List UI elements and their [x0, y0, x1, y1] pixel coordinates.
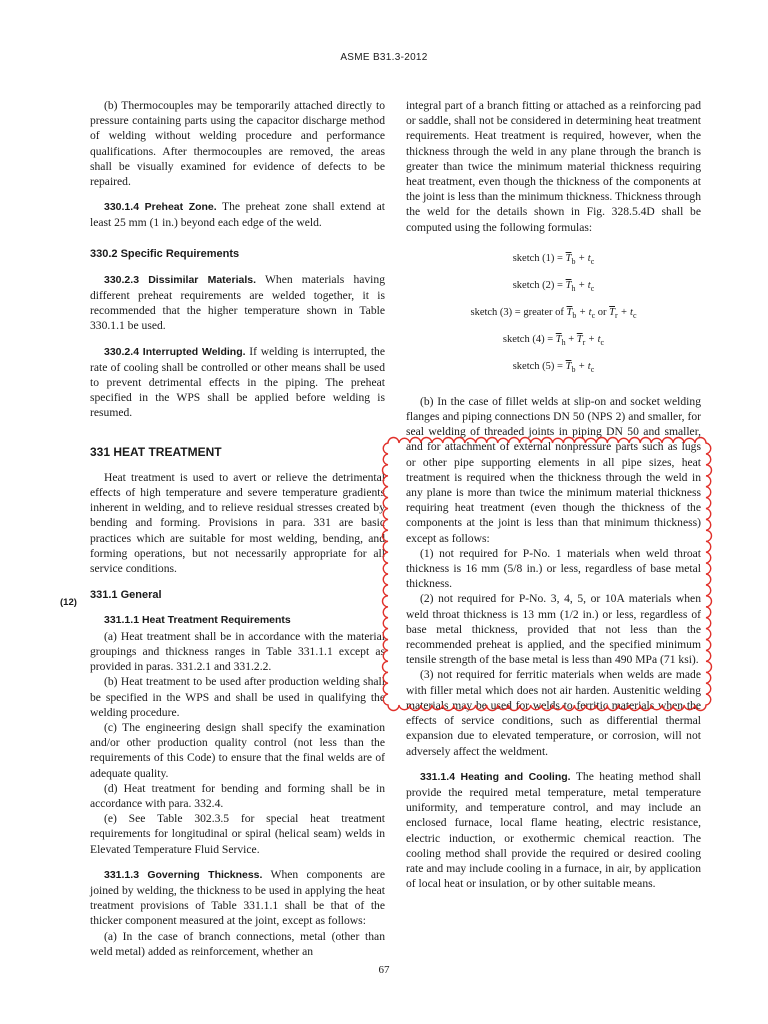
formula-3-sub: b: [572, 310, 577, 320]
formula-1-term: $\overline{T}$: [565, 252, 572, 264]
formula-3-term3: $\overline{T}$: [609, 306, 616, 318]
para-330-1-4: [90, 199, 385, 230]
margin-revision-tag: (12): [60, 597, 77, 608]
formula-1-lhs: sketch (1) =: [512, 252, 566, 264]
formula-2-lhs: sketch (2) =: [512, 279, 566, 291]
formula-2-sub: h: [571, 283, 576, 293]
heading-330-2-3: 330.2.3 Dissimilar Materials.: [104, 273, 257, 286]
para-331-intro: Heat treatment is used to avert or relieve the detrimental effects of high temperature and severe temperature gradients inherent in welding, and to relieve residual stresses created by bending and forming. Provisions in para. 331 are basic practices which are suitable for most welding, bending, and forming operations, but not necessarily appropriate for all service conditions.: [90, 470, 385, 576]
para-331-1-1-e: (e) See Table 302.3.5 for special heat treatment requirements for longitudinal or spiral (helical seam) welds in Elevated Temperature Fluid Service.: [90, 812, 385, 856]
formula-1-term2: + t: [575, 252, 591, 264]
para-331-1-3-b-2: (2) not required for P-No. 3, 4, 5, or 10A materials when weld throat thickness is 13 mm (1/2 in.) or less, regardless of base metal thickness, provided that not less than the recommended preheat is applied, and the specified minimum tensile strength of the base metal is less than 490 MPa (71 ksi).: [406, 592, 701, 667]
para-330-2-3: [90, 272, 385, 334]
formula-3-term4: + t: [617, 306, 633, 318]
heading-331: 331 HEAT TREATMENT: [90, 444, 222, 459]
formula-sketch-1: [406, 249, 701, 276]
formula-4-term: $\overline{T}$: [555, 333, 562, 345]
para-331-1-3: [90, 867, 385, 929]
formula-5-sub: b: [571, 364, 576, 374]
heading-331-1: 331.1 General: [90, 589, 162, 602]
formula-sketch-2: [406, 276, 701, 303]
formula-3-term2: + t: [576, 306, 592, 318]
para-331-1-3-a-cont: integral part of a branch fitting or attached as a reinforcing pad or saddle, shall not be considered in determining heat treatment requirements. Heat treatment is required, however, when the thickness through the weld in any plane through the branch is greater than twice the minimum material thickness requiring heat treatment, even though the thickness of the components at the joint is less than the minimum thickness. Thickness through the weld for the details shown in Fig. 328.5.4D shall be computed using the following formulas:: [406, 99, 701, 234]
heading-330-2-4: 330.2.4 Interrupted Welding.: [104, 345, 246, 358]
formula-3-sub2: c: [591, 310, 596, 320]
para-331-1-3-b-1: (1) not required for P-No. 1 materials when weld throat thickness is 16 mm (5/8 in.) or less, regardless of base metal thickness.: [406, 546, 701, 591]
heading-330-1-4: 330.1.4 Preheat Zone.: [104, 201, 217, 214]
formula-5-lhs: sketch (5) =: [512, 360, 566, 372]
para-330-2-4: [90, 344, 385, 421]
para-330-2-3-text: When materials having different preheat requirements are welded together, it is recommended that the higher temperature shown in Table 330.1.1 be used.: [90, 272, 386, 333]
formula-sketch-4: [406, 330, 701, 357]
para-331-1-1-a: (a) Heat treatment shall be in accordance with the material groupings and thickness ranges in Table 331.1.1 except as provided in paras. 331.2.1 and 331.2.2.: [90, 629, 385, 674]
formula-5-sub2: c: [590, 364, 595, 374]
para-331-1-3-a: (a) In the case of branch connections, metal (other than weld metal) added as reinforcement, whether an: [90, 929, 385, 958]
formula-5-term2: + t: [575, 360, 591, 372]
formula-3-term: $\overline{T}$: [566, 306, 573, 318]
heading-331-1-1: 331.1.1 Heat Treatment Requirements: [104, 614, 291, 627]
para-331-1-1-d: (d) Heat treatment for bending and forming shall be in accordance with para. 332.4.: [90, 781, 385, 810]
formula-sketch-5: [406, 357, 701, 384]
para-b-thermocouples: (b) Thermocouples may be temporarily attached directly to pressure containing parts using the capacitor discharge method of welding without welding procedure and performance qualifications. After thermocouples are removed, the areas shall be visually examined for evidence of defects to be repaired.: [90, 99, 385, 189]
para-331-1-1-b: (b) Heat treatment to be used after production welding shall be specified in the WPS and shall be used in qualifying the welding procedure.: [90, 675, 385, 719]
formula-3-sub3: r: [615, 310, 618, 320]
formula-5-term: $\overline{T}$: [565, 360, 572, 372]
para-331-1-4-text: The heating method shall provide the required metal temperature, metal temperature uniformity, and temperature control, and may include an enclosed furnace, local flame heating, electric resistance, electric induction, or exothermic chemical reaction. The cooling method shall provide the required or desired cooling rate and may include cooling in a furnace, in air, by application of local heat or insulation, or by other suitable means.: [406, 769, 701, 891]
formula-3-lhs: sketch (3) = greater of: [470, 306, 567, 318]
formula-1-sub2: c: [590, 256, 595, 266]
formula-4-sub: h: [561, 337, 566, 347]
formula-2-term2: + t: [575, 279, 591, 291]
right-column: [406, 98, 701, 891]
formula-4-term3: + t: [585, 333, 601, 345]
formula-3-or: or: [595, 306, 610, 318]
formula-2-sub2: c: [590, 283, 595, 293]
formula-4-sub2: r: [582, 337, 586, 347]
para-331-1-3-text: When components are joined by welding, the thickness to be used in applying the heat treatment provisions of Table 331.1.1 shall be that of the thicker component measured at the joint, except as follows:: [90, 867, 385, 928]
formula-4-lhs: sketch (4) =: [502, 333, 556, 345]
para-330-1-4-text: The preheat zone shall extend at least 25 mm (1 in.) beyond each edge of the weld.: [90, 200, 385, 230]
formula-sketch-3: [406, 303, 701, 330]
page-number: 67: [378, 964, 390, 976]
formula-4-term2: $\overline{T}$: [576, 333, 583, 345]
heading-331-1-3: 331.1.3 Governing Thickness.: [104, 868, 263, 881]
left-column: [90, 98, 385, 959]
para-331-1-3-b: (b) In the case of fillet welds at slip-on and socket welding flanges and piping connections DN 50 (NPS 2) and smaller, for seal welding of threaded joints in piping DN 50 and smaller, and for attachment of external nonpressure parts such as lugs or other pipe supporting elements in all pipe sizes, heat treatment is required when the thickness through the weld in any plane is more than twice the minimum material thickness requiring heat treatment (even though the thickness of the components at the joint is less than that minimum thickness) except as follows:: [406, 394, 701, 545]
para-331-1-1-c: (c) The engineering design shall specify the examination and/or other production quality control (not less than the requirements of this Code) to ensure that the final welds are of adequate quality.: [90, 720, 385, 780]
running-header: ASME B31.3-2012: [340, 52, 428, 63]
formula-2-term: $\overline{T}$: [565, 279, 572, 291]
formula-1-sub: b: [571, 256, 576, 266]
heading-330-2: 330.2 Specific Requirements: [90, 247, 240, 260]
para-331-1-4: [406, 769, 701, 892]
para-331-1-3-b-3: (3) not required for ferritic materials when welds are made with filler metal which does not air harden. Austenitic welding materials may be used for welds to ferritic materials when the effects of service conditions, such as differential thermal expansion due to elevated temperature, or corrosion, will not adversely affect the weldment.: [406, 668, 701, 758]
heading-331-1-4: 331.1.4 Heating and Cooling.: [420, 770, 571, 783]
formula-4-plus: +: [565, 333, 577, 345]
formula-3-sub4: c: [632, 310, 637, 320]
para-330-2-4-text: If welding is interrupted, the rate of cooling shall be controlled or other means shall be used to prevent detrimental effects in the piping. The preheat specified in the WPS shall be applied before welding is resumed.: [90, 344, 385, 420]
formula-4-sub3: c: [600, 337, 605, 347]
